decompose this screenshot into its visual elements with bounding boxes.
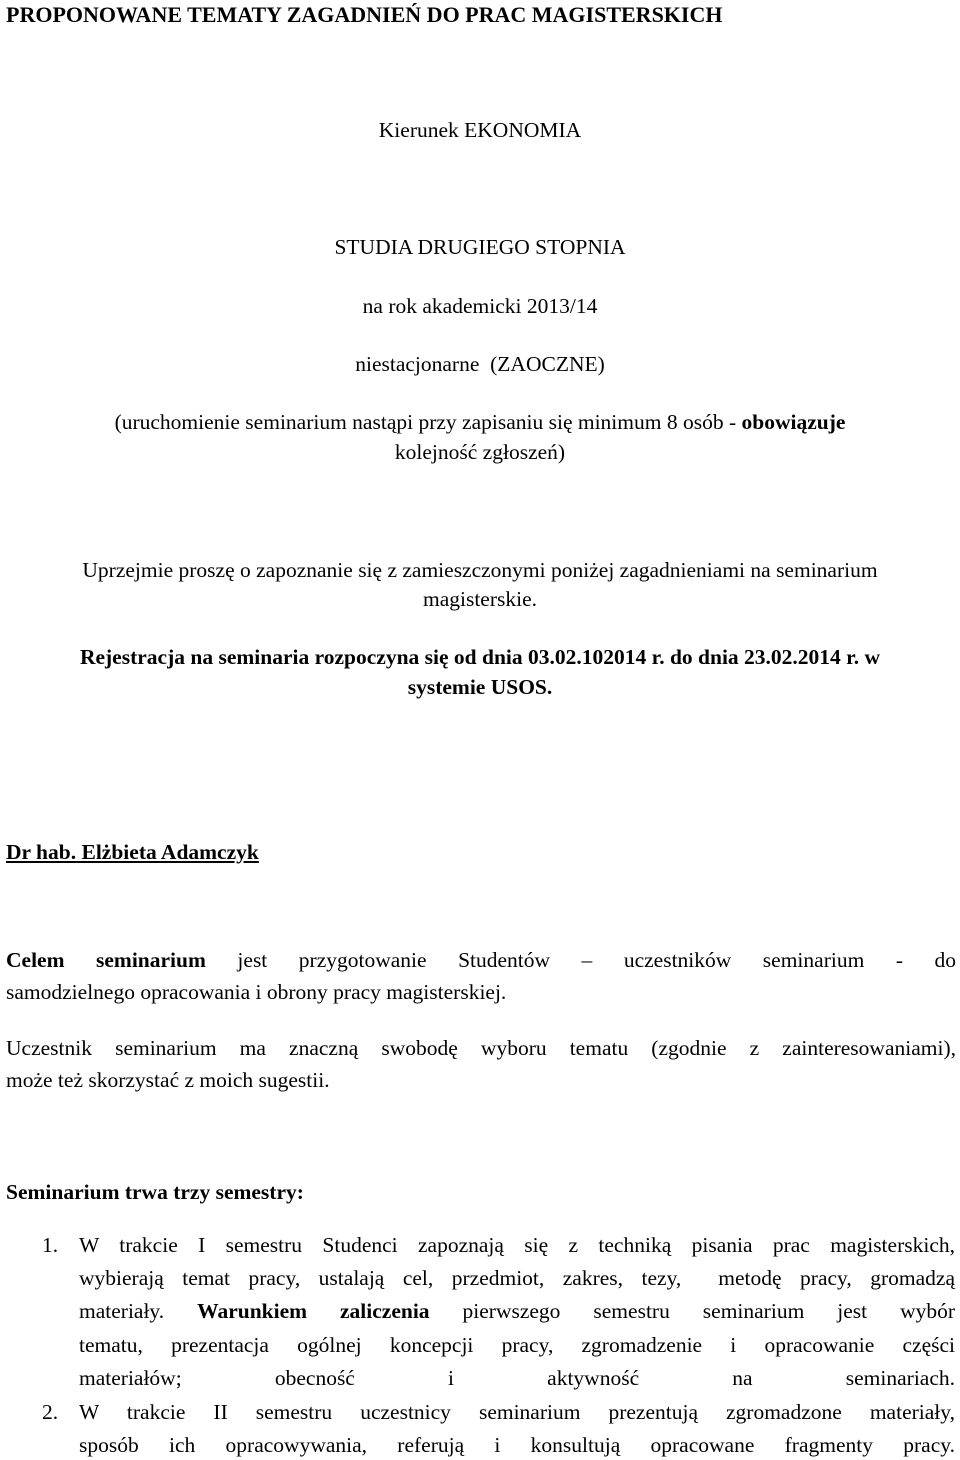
goal-line1 xyxy=(6,948,956,973)
registration-line1: Rejestracja na seminaria rozpoczyna się od dnia 03.02.102014 r. do dnia 23.02.2014 r. w xyxy=(79,645,881,669)
semester1-number: 1. xyxy=(42,1233,59,1257)
semester1-requirement-rest: pierwszego semestru seminarium jest wybór xyxy=(462,1299,956,1323)
academic-year: na rok akademicki 2013/14 xyxy=(362,294,598,318)
goal-bold-seminarium: seminarium xyxy=(96,948,206,972)
semester1-line4: tematu, prezentacja ogólnej koncepcji pracy, zgromadzenie i opracowanie części xyxy=(79,1333,955,1357)
enrollment-note-text: (uruchomienie seminarium nastąpi przy zapisaniu się minimum 8 osób - xyxy=(114,410,742,434)
enrollment-note-close: ) xyxy=(557,440,566,464)
enrollment-note-bold: obowiązuje xyxy=(741,410,846,434)
enrollment-note-line1 xyxy=(0,410,960,435)
freedom-line2: może też skorzystać z moich sugestii. xyxy=(6,1068,330,1092)
duration-heading: Seminarium trwa trzy semestry: xyxy=(6,1180,304,1204)
supervisor-name xyxy=(6,840,259,865)
enrollment-note-order: kolejność zgłoszeń xyxy=(394,440,558,464)
semester1-line2: wybierają temat pracy, ustalają cel, przedmiot, zakres, tezy, metodę pracy, gromadzą xyxy=(79,1266,955,1290)
intro-line1: Uprzejmie proszę o zapoznanie się z zamieszczonymi poniżej zagadnieniami na seminarium xyxy=(82,558,878,582)
intro-line2: magisterskie. xyxy=(422,587,538,611)
goal-line2: samodzielnego opracowania i obrony pracy magisterskiej. xyxy=(6,980,507,1004)
study-mode: niestacjonarne (ZAOCZNE) xyxy=(355,352,605,376)
goal-bold-celem: Celem xyxy=(6,948,65,972)
level-heading: STUDIA DRUGIEGO STOPNIA xyxy=(334,235,626,259)
document-title: PROPONOWANE TEMATY ZAGADNIEŃ DO PRAC MAGISTERSKICH xyxy=(6,2,723,27)
supervisor-fullname: Elżbieta Adamczyk xyxy=(81,840,259,864)
semester1-line3 xyxy=(79,1299,955,1324)
semester2-line2: sposób ich opracowywania, referują i konsultują opracowane fragmenty pracy. xyxy=(79,1433,955,1457)
direction-heading: Kierunek EKONOMIA xyxy=(378,118,582,142)
freedom-line1: Uczestnik seminarium ma znaczną swobodę wyboru tematu (zgodnie z zainteresowaniami), xyxy=(6,1036,956,1060)
supervisor-title: Dr hab. xyxy=(6,840,77,864)
semester1-requirement: Warunkiem zaliczenia xyxy=(197,1299,430,1323)
semester1-materials: materiały. xyxy=(79,1299,165,1323)
registration-line2: systemie USOS. xyxy=(407,675,553,699)
enrollment-note-line2 xyxy=(0,440,960,465)
semester1-line5: materiałów; obecność i aktywność na seminariach. xyxy=(79,1366,955,1390)
semester2-number: 2. xyxy=(42,1400,59,1424)
goal-rest: jest przygotowanie Studentów – uczestników seminarium - do xyxy=(237,948,956,972)
semester2-line1: W trakcie II semestru uczestnicy seminarium prezentują zgromadzone materiały, xyxy=(79,1400,955,1424)
semester1-line1: W trakcie I semestru Studenci zapoznają się z techniką pisania prac magisterskich, xyxy=(79,1233,955,1257)
